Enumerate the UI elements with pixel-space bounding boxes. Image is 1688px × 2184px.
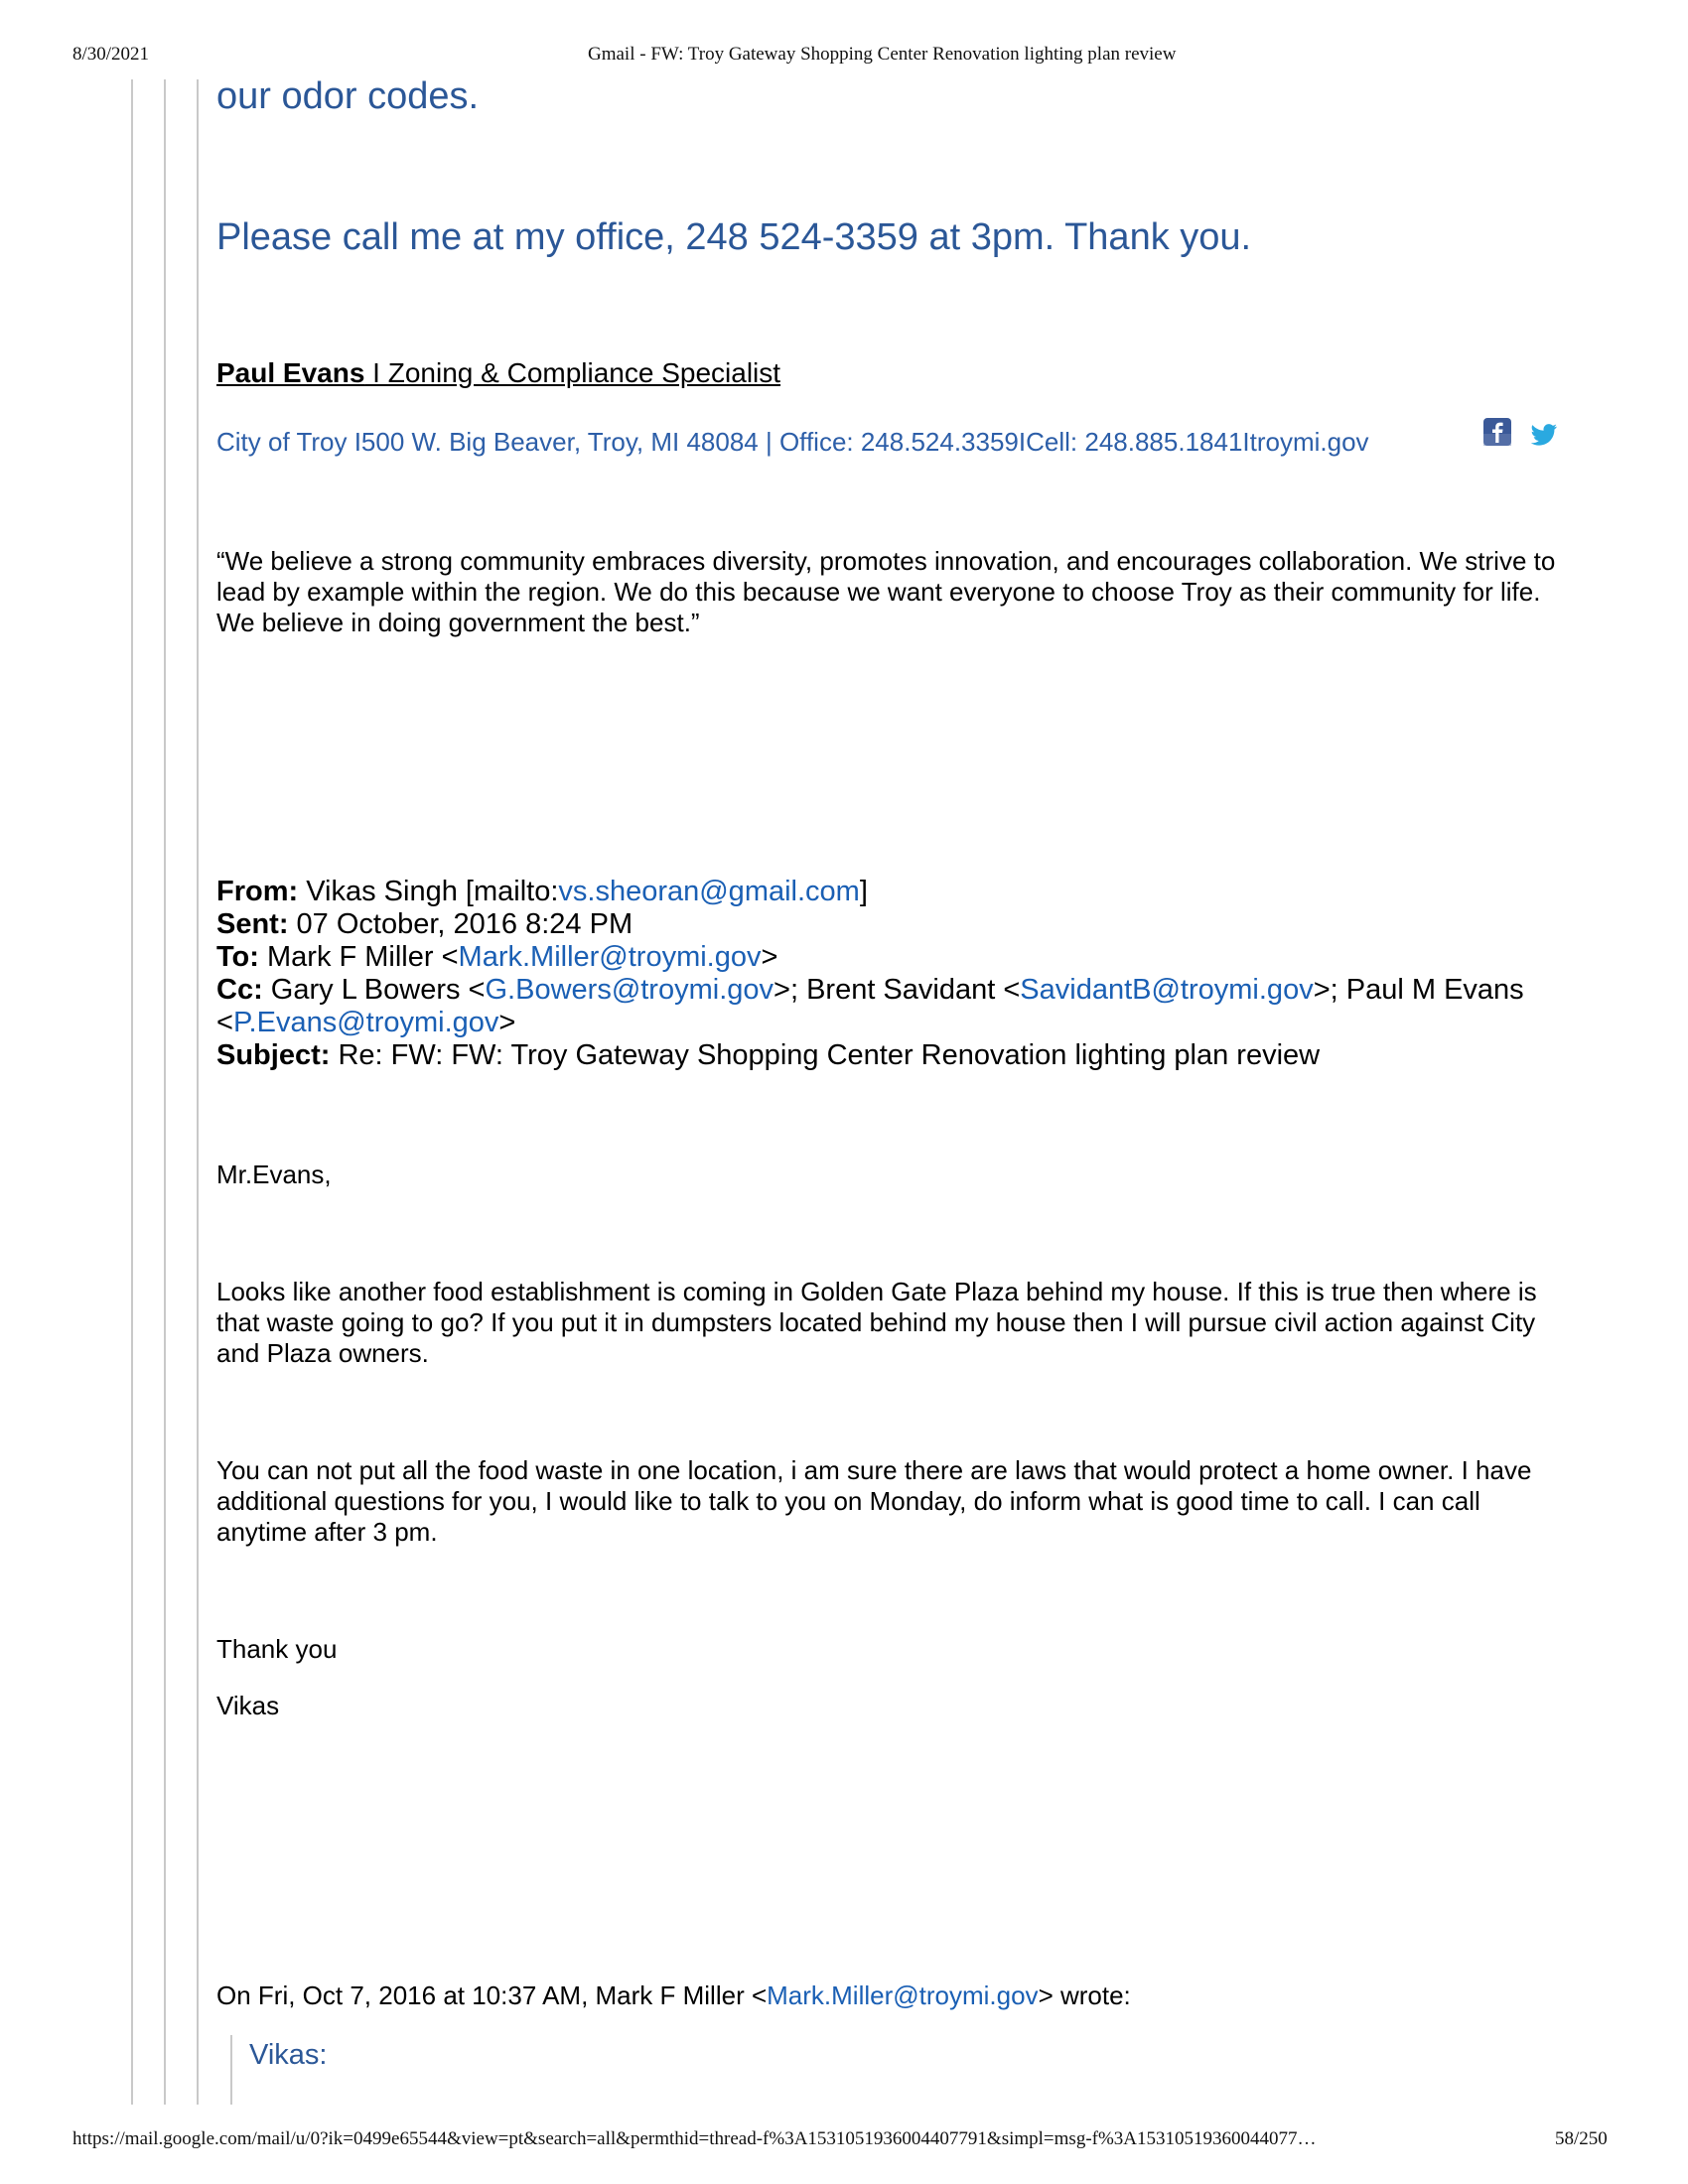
signature-address: 500 W. Big Beaver, Troy, MI 48084 | Office: 248.524.3359 <box>360 427 1019 457</box>
from-label: From: <box>216 876 299 907</box>
signature-org: City of Troy I <box>216 427 361 457</box>
twitter-icon[interactable] <box>1529 421 1559 451</box>
cc-name-3: >; Paul M Evans < <box>216 974 1524 1038</box>
subject-label: Subject: <box>216 1039 331 1071</box>
from-name: Vikas Singh [mailto: <box>298 876 559 907</box>
to-email-link[interactable]: Mark.Miller@troymi.gov <box>458 941 762 973</box>
print-title: Gmail - FW: Troy Gateway Shopping Center Renovation lighting plan review <box>588 44 1177 65</box>
signature-address-line <box>216 427 1369 458</box>
to-label: To: <box>216 941 259 973</box>
signature-cell: ICell: 248.885.1841I <box>1018 427 1250 457</box>
signature-title: I Zoning & Compliance Specialist <box>364 357 781 388</box>
cc-email-link-1[interactable]: G.Bowers@troymi.gov <box>485 974 774 1006</box>
wrote-line <box>216 1980 1567 2011</box>
quote-bar <box>164 79 166 2105</box>
quoted-message-start: Vikas: <box>249 2039 328 2071</box>
body-paragraph-2: You can not put all the food waste in one location, i am sure there are laws that would protect a home owner. I have additional questions for you, I would like to talk to you on Monday, do inform what is good time to call. I can call anytime after 3 pm. <box>216 1455 1532 1547</box>
cc-close: > <box>498 1007 516 1038</box>
to-close: > <box>761 941 778 973</box>
thanks-line: Thank you <box>216 1634 338 1664</box>
body-paragraph-1: Looks like another food establishment is coming in Golden Gate Plaza behind my house. If this is true then where is that waste going to go? If you put it in dumpsters located behind my house then I will pursue civil action against City and Plaza owners. <box>216 1277 1537 1368</box>
wrote-prefix: On Fri, Oct 7, 2016 at 10:37 AM, Mark F Miller < <box>216 1980 768 2010</box>
cc-label: Cc: <box>216 974 263 1006</box>
sent-label: Sent: <box>216 908 289 940</box>
quote-bar <box>131 79 133 2105</box>
greeting: Mr.Evans, <box>216 1160 332 1189</box>
signature-name-line <box>216 357 780 389</box>
wrote-suffix: > wrote: <box>1038 1980 1131 2010</box>
message-header <box>216 876 1547 1072</box>
cc-row <box>216 974 1547 1039</box>
subject-row <box>216 1039 1547 1072</box>
signature-name: Paul Evans <box>216 357 365 388</box>
quote-bar <box>230 2035 232 2105</box>
from-email-link[interactable]: vs.sheoran@gmail.com <box>558 876 860 907</box>
cc-email-link-2[interactable]: SavidantB@troymi.gov <box>1020 974 1314 1006</box>
print-url: https://mail.google.com/mail/u/0?ik=0499e65544&view=pt&search=all&permthid=thread-f%3A1531051936004407791&simpl=msg-f%3A15310519360044077… <box>72 2128 1317 2149</box>
print-page-number: 58/250 <box>1555 2128 1608 2149</box>
cc-name-1: Gary L Bowers < <box>262 974 486 1006</box>
signoff-line: Vikas <box>216 1691 280 1720</box>
subject-value: Re: FW: FW: Troy Gateway Shopping Center Renovation lighting plan review <box>330 1039 1321 1071</box>
cc-name-2: >; Brent Savidant < <box>774 974 1021 1006</box>
to-name: Mark F Miller < <box>258 941 459 973</box>
sent-value: 07 October, 2016 8:24 PM <box>288 908 633 940</box>
mission-quote: “We believe a strong community embraces diversity, promotes innovation, and encourages collaboration. We strive to lead by example within the region. We do this because we want everyone to choose Troy as their community for life. We believe in doing government the best.” <box>216 546 1556 637</box>
wrote-email-link[interactable]: Mark.Miller@troymi.gov <box>767 1980 1039 2010</box>
signature-site-link[interactable]: troymi.gov <box>1249 427 1369 457</box>
sent-row <box>216 908 1547 941</box>
to-row <box>216 941 1547 974</box>
call-line: Please call me at my office, 248 524-3359 at 3pm. Thank you. <box>216 216 1252 258</box>
from-row <box>216 876 1547 908</box>
facebook-icon[interactable] <box>1482 417 1512 447</box>
cc-email-link-3[interactable]: P.Evans@troymi.gov <box>232 1007 499 1038</box>
print-date: 8/30/2021 <box>72 44 150 65</box>
quote-bar <box>197 79 199 2105</box>
from-close: ] <box>859 876 868 907</box>
odor-line: our odor codes. <box>216 75 480 117</box>
